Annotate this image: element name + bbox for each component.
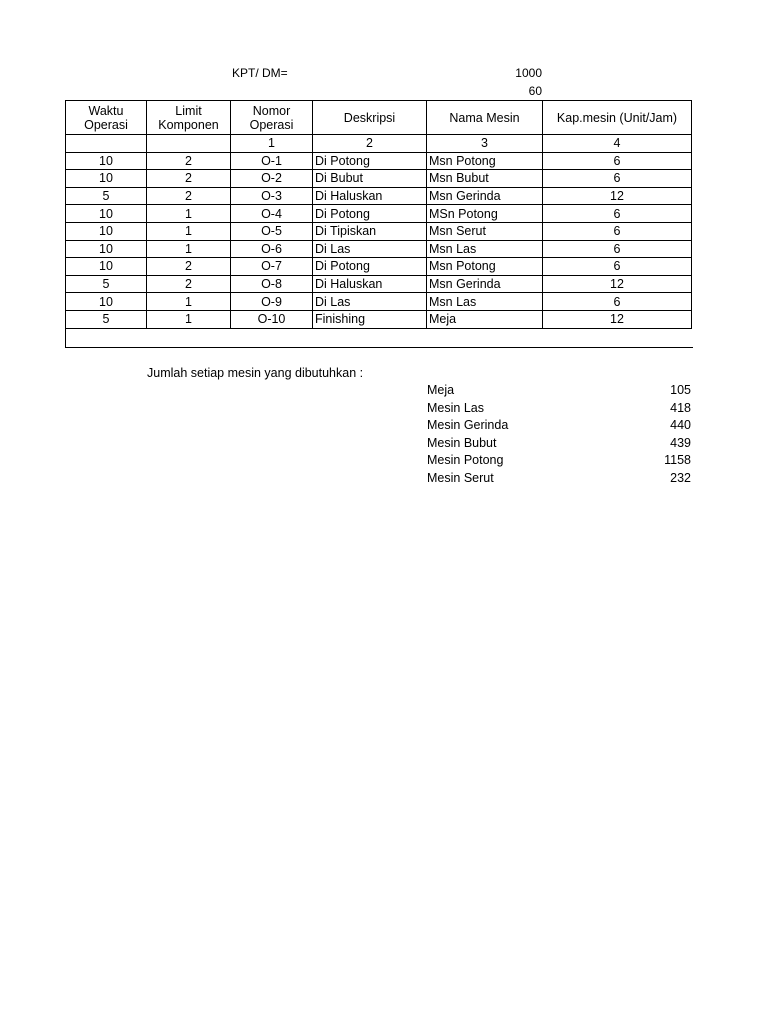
index-cell xyxy=(66,135,147,153)
table-cell: 6 xyxy=(543,240,692,258)
table-row xyxy=(66,293,692,311)
table-cell: 10 xyxy=(66,293,147,311)
index-cell: 1 xyxy=(231,135,313,153)
table-cell: 5 xyxy=(66,187,147,205)
table-cell: MSn Potong xyxy=(427,205,543,223)
summary-item xyxy=(427,417,691,435)
table-cell: O-6 xyxy=(231,240,313,258)
table-cell: 6 xyxy=(543,222,692,240)
kpt-dm-value: 1000 xyxy=(515,66,542,80)
table-row xyxy=(66,240,692,258)
table-cell: Msn Potong xyxy=(427,152,543,170)
table-row xyxy=(66,170,692,188)
table-cell: 2 xyxy=(147,170,231,188)
summary-item-value: 418 xyxy=(670,400,691,415)
summary-item-value: 1158 xyxy=(664,453,691,468)
table-cell: 2 xyxy=(147,275,231,293)
kpt-dm-value-secondary: 60 xyxy=(528,84,542,98)
table-blank-row xyxy=(65,329,693,348)
summary-list xyxy=(427,382,691,488)
summary-item xyxy=(427,452,691,470)
table-cell: 10 xyxy=(66,258,147,276)
table-cell: Di Haluskan xyxy=(313,275,427,293)
table-cell: Msn Potong xyxy=(427,258,543,276)
table-cell: 1 xyxy=(147,240,231,258)
summary-item xyxy=(427,382,691,400)
table-cell: Di Potong xyxy=(313,152,427,170)
table-row xyxy=(66,222,692,240)
summary-item-value: 439 xyxy=(670,435,691,450)
table-cell: O-1 xyxy=(231,152,313,170)
table-row xyxy=(66,258,692,276)
table-cell: 12 xyxy=(543,187,692,205)
table-cell: 6 xyxy=(543,152,692,170)
operations-table xyxy=(65,100,692,329)
table-cell: 2 xyxy=(147,258,231,276)
table-cell: 10 xyxy=(66,152,147,170)
column-header: Limit Komponen xyxy=(147,101,231,135)
table-cell: Di Tipiskan xyxy=(313,222,427,240)
column-header: Nama Mesin xyxy=(427,101,543,135)
table-cell: 1 xyxy=(147,293,231,311)
summary-item-value: 440 xyxy=(670,418,691,433)
table-cell: 6 xyxy=(543,293,692,311)
index-cell: 2 xyxy=(313,135,427,153)
summary-item-name: Mesin Potong xyxy=(427,453,504,468)
table-cell: O-3 xyxy=(231,187,313,205)
table-cell: Msn Las xyxy=(427,293,543,311)
summary-item xyxy=(427,400,691,418)
table-cell: O-10 xyxy=(231,310,313,328)
table-cell: O-5 xyxy=(231,222,313,240)
index-cell: 3 xyxy=(427,135,543,153)
table-cell: Msn Gerinda xyxy=(427,275,543,293)
table-cell: Msn Bubut xyxy=(427,170,543,188)
table-cell: Msn Las xyxy=(427,240,543,258)
summary-item-value: 232 xyxy=(670,470,691,485)
table-cell: Meja xyxy=(427,310,543,328)
table-cell: O-8 xyxy=(231,275,313,293)
table-cell: Di Las xyxy=(313,240,427,258)
table-cell: Di Bubut xyxy=(313,170,427,188)
table-cell: 6 xyxy=(543,170,692,188)
table-cell: 6 xyxy=(543,258,692,276)
table-row xyxy=(66,310,692,328)
summary-item xyxy=(427,435,691,453)
table-cell: 5 xyxy=(66,275,147,293)
table-row xyxy=(66,187,692,205)
index-cell xyxy=(147,135,231,153)
table-cell: O-2 xyxy=(231,170,313,188)
index-cell: 4 xyxy=(543,135,692,153)
table-cell: O-4 xyxy=(231,205,313,223)
summary-item-name: Mesin Serut xyxy=(427,470,494,485)
table-cell: 2 xyxy=(147,152,231,170)
table-cell: 12 xyxy=(543,310,692,328)
table-cell: 12 xyxy=(543,275,692,293)
table-cell: Di Potong xyxy=(313,258,427,276)
table-cell: 10 xyxy=(66,170,147,188)
table-cell: 10 xyxy=(66,240,147,258)
table-cell: Di Las xyxy=(313,293,427,311)
table-cell: 1 xyxy=(147,310,231,328)
table-index-row xyxy=(66,135,692,153)
table-row xyxy=(66,152,692,170)
summary-title: Jumlah setiap mesin yang dibutuhkan : xyxy=(147,366,364,380)
summary-item-name: Mesin Gerinda xyxy=(427,418,509,433)
summary-item xyxy=(427,470,691,488)
column-header: Waktu Operasi xyxy=(66,101,147,135)
column-header: Kap.mesin (Unit/Jam) xyxy=(543,101,692,135)
table-cell: 5 xyxy=(66,310,147,328)
table-row xyxy=(66,205,692,223)
summary-item-name: Meja xyxy=(427,383,455,397)
summary-item-name: Mesin Bubut xyxy=(427,435,497,450)
table-cell: Finishing xyxy=(313,310,427,328)
table-cell: O-7 xyxy=(231,258,313,276)
summary-item-value: 105 xyxy=(670,383,691,397)
table-cell: Msn Gerinda xyxy=(427,187,543,205)
table-header-row xyxy=(66,101,692,135)
table-cell: Di Potong xyxy=(313,205,427,223)
table-cell: 2 xyxy=(147,187,231,205)
table-cell: 6 xyxy=(543,205,692,223)
table-cell: 10 xyxy=(66,222,147,240)
table-cell: O-9 xyxy=(231,293,313,311)
column-header: Nomor Operasi xyxy=(231,101,313,135)
table-cell: 10 xyxy=(66,205,147,223)
column-header: Deskripsi xyxy=(313,101,427,135)
summary-item-name: Mesin Las xyxy=(427,400,484,415)
table-cell: Di Haluskan xyxy=(313,187,427,205)
table-cell: 1 xyxy=(147,222,231,240)
table-cell: 1 xyxy=(147,205,231,223)
kpt-dm-label: KPT/ DM= xyxy=(232,66,288,80)
table-row xyxy=(66,275,692,293)
table-cell: Msn Serut xyxy=(427,222,543,240)
